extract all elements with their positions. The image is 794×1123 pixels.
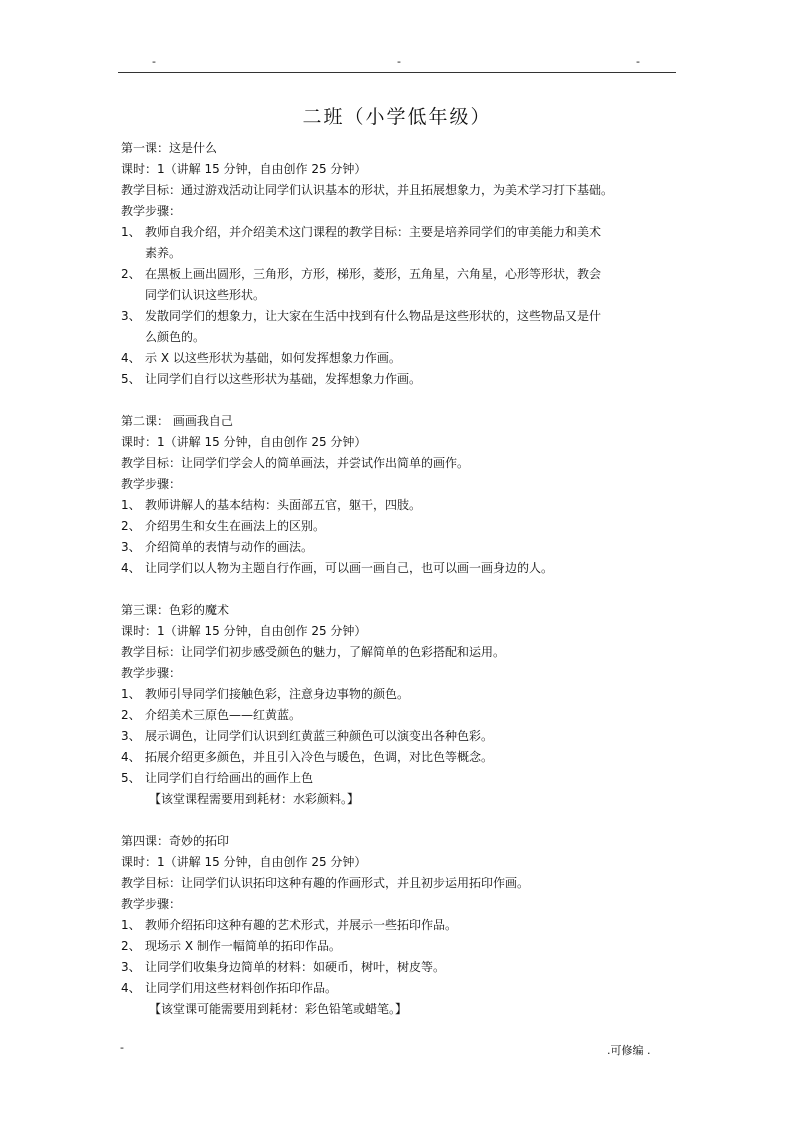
step-text: 拓展介绍更多颜色，并且引入冷色与暖色，色调，对比色等概念。 xyxy=(145,750,494,764)
header-mark-center: - xyxy=(397,55,401,68)
step-item xyxy=(121,726,681,747)
step-item xyxy=(121,915,681,936)
lesson-block xyxy=(121,411,681,579)
step-item xyxy=(121,348,681,369)
step-number: 2、 xyxy=(121,267,141,281)
step-number: 4、 xyxy=(121,351,141,365)
step-item xyxy=(121,705,681,726)
step-text: 介绍男生和女生在画法上的区别。 xyxy=(145,519,326,533)
step-number: 3、 xyxy=(121,729,141,743)
footer-mark: - xyxy=(120,1041,124,1054)
step-item xyxy=(121,684,681,705)
step-number: 1、 xyxy=(121,498,141,512)
step-text: 让同学们自行以这些形状为基础，发挥想象力作画。 xyxy=(145,372,422,386)
step-item xyxy=(121,558,681,579)
step-text: 介绍简单的表情与动作的画法。 xyxy=(145,540,314,554)
lesson-title: 第三课：色彩的魔术 xyxy=(121,603,230,617)
step-number: 2、 xyxy=(121,939,141,953)
step-item xyxy=(121,306,681,348)
step-text: 教师引导同学们接触色彩，注意身边事物的颜色。 xyxy=(145,687,410,701)
step-number: 3、 xyxy=(121,540,141,554)
step-number: 2、 xyxy=(121,519,141,533)
step-number: 4、 xyxy=(121,750,141,764)
steps-label: 教学步骤： xyxy=(121,897,182,911)
step-text: 教师介绍拓印这种有趣的艺术形式，并展示一些拓印作品。 xyxy=(145,918,458,932)
step-text: 素养。 xyxy=(145,246,182,260)
step-item xyxy=(121,978,681,999)
step-number: 2、 xyxy=(121,708,141,722)
step-text: 教师自我介绍，并介绍美术这门课程的教学目标：主要是培养同学们的审美能力和美术 xyxy=(145,225,602,239)
materials-note: 【该堂课程需要用到耗材：水彩颜料。】 xyxy=(149,792,360,806)
lesson-goal: 教学目标：让同学们认识拓印这种有趣的作画形式，并且初步运用拓印作画。 xyxy=(121,876,530,890)
materials-note: 【该堂课可能需要用到耗材：彩色铅笔或蜡笔。】 xyxy=(149,1002,408,1016)
lesson-goal: 教学目标：通过游戏活动让同学们认识基本的形状，并且拓展想象力，为美术学习打下基础。 xyxy=(121,183,614,197)
lesson-title: 第四课：奇妙的拓印 xyxy=(121,834,230,848)
step-number: 1、 xyxy=(121,225,141,239)
header-rule xyxy=(118,72,676,73)
step-number: 1、 xyxy=(121,918,141,932)
lesson-goal: 教学目标：让同学们初步感受颜色的魅力，了解简单的色彩搭配和运用。 xyxy=(121,645,506,659)
step-text: 么颜色的。 xyxy=(145,330,206,344)
steps-label: 教学步骤： xyxy=(121,204,182,218)
lesson-title: 第一课：这是什么 xyxy=(121,141,218,155)
step-text: 展示调色，让同学们认识到红黄蓝三种颜色可以演变出各种色彩。 xyxy=(145,729,494,743)
step-number: 3、 xyxy=(121,309,141,323)
step-item xyxy=(121,957,681,978)
lesson-time: 课时：1（讲解 15 分钟，自由创作 25 分钟） xyxy=(121,624,367,638)
page-title: 二班（小学低年级） xyxy=(302,106,492,128)
lesson-spacer xyxy=(121,390,681,411)
step-item xyxy=(121,369,681,390)
step-item xyxy=(121,222,681,264)
steps-label: 教学步骤： xyxy=(121,666,182,680)
step-number: 5、 xyxy=(121,771,141,785)
step-text: 介绍美术三原色——红黄蓝。 xyxy=(145,708,302,722)
lesson-block xyxy=(121,831,681,1020)
header-mark-left: - xyxy=(152,55,156,68)
step-text: 同学们认识这些形状。 xyxy=(145,288,266,302)
step-text: 发散同学们的想象力，让大家在生活中找到有什么物品是这些形状的，这些物品又是什 xyxy=(145,309,602,323)
step-number: 5、 xyxy=(121,372,141,386)
step-item xyxy=(121,747,681,768)
header-mark-right: - xyxy=(636,55,640,68)
lesson-time: 课时：1（讲解 15 分钟，自由创作 25 分钟） xyxy=(121,162,367,176)
step-text: 让同学们用这些材料创作拓印作品。 xyxy=(145,981,338,995)
lesson-goal: 教学目标：让同学们学会人的简单画法，并尝试作出简单的画作。 xyxy=(121,456,470,470)
step-number: 1、 xyxy=(121,687,141,701)
footer-editable-note: .可修编 . xyxy=(607,1044,651,1057)
lesson-spacer xyxy=(121,810,681,831)
step-number: 4、 xyxy=(121,561,141,575)
lesson-title: 第二课： 画画我自己 xyxy=(121,414,233,428)
step-text: 让同学们自行给画出的画作上色 xyxy=(145,771,314,785)
step-text: 现场示 X 制作一幅简单的拓印作品。 xyxy=(145,939,341,953)
lesson-block xyxy=(121,600,681,810)
step-item xyxy=(121,495,681,516)
step-text: 教师讲解人的基本结构：头面部五官，躯干，四肢。 xyxy=(145,498,422,512)
step-item xyxy=(121,768,681,789)
step-item xyxy=(121,264,681,306)
lesson-spacer xyxy=(121,579,681,600)
lesson-time: 课时：1（讲解 15 分钟，自由创作 25 分钟） xyxy=(121,435,367,449)
step-item xyxy=(121,537,681,558)
step-text: 让同学们收集身边简单的材料：如硬币，树叶，树皮等。 xyxy=(145,960,446,974)
step-item xyxy=(121,936,681,957)
lesson-block xyxy=(121,138,681,390)
step-text: 让同学们以人物为主题自行作画，可以画一画自己，也可以画一画身边的人。 xyxy=(145,561,554,575)
step-item xyxy=(121,516,681,537)
step-number: 3、 xyxy=(121,960,141,974)
steps-label: 教学步骤： xyxy=(121,477,182,491)
lesson-content xyxy=(121,138,681,1020)
step-text: 示 X 以这些形状为基础，如何发挥想象力作画。 xyxy=(145,351,401,365)
lesson-time: 课时：1（讲解 15 分钟，自由创作 25 分钟） xyxy=(121,855,367,869)
step-number: 4、 xyxy=(121,981,141,995)
step-text: 在黑板上画出圆形，三角形，方形，梯形，菱形，五角星，六角星，心形等形状，教会 xyxy=(145,267,602,281)
